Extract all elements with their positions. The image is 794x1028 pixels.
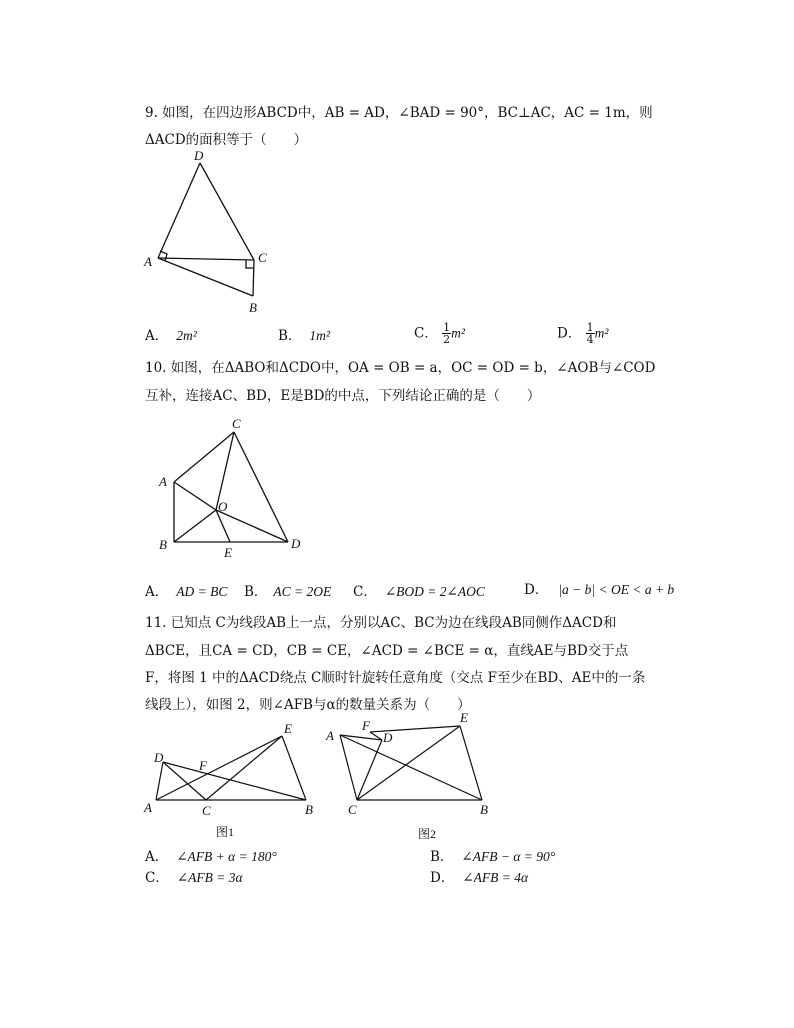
q9-option-b-letter: B． [278, 328, 302, 344]
q11-f2-segment-eb [460, 726, 482, 800]
q10-figure [150, 414, 310, 564]
q10-segment-ac [174, 432, 234, 482]
q9-option-c-num: 1 [443, 321, 451, 334]
q10-label-o: O [218, 499, 228, 514]
q10-segment-do [216, 510, 288, 542]
q9-option-a-letter: A． [145, 328, 169, 344]
q9-segment-ab [158, 258, 253, 296]
q11-f1-label-e: E [284, 721, 292, 736]
q11-f2-label-a: A [326, 728, 334, 743]
q10-stem-line1: 10. 如图，在ΔABO和ΔCDO中，OA = OB = a，OC = OD = b，∠AOB与∠COD [145, 360, 656, 376]
q11-f1-label-d: D [154, 750, 164, 765]
q9-label-b: B [249, 300, 257, 315]
q9-option-c-fraction [442, 322, 451, 345]
q11-f2-label-c: C [348, 802, 357, 817]
q10-label-d: D [291, 536, 301, 551]
q9-option-c-unit: m² [451, 325, 465, 341]
q10-label-a: A [159, 474, 167, 489]
q11-f1-label-a: A [144, 800, 152, 815]
q11-option-d-letter: D． [430, 870, 455, 886]
q11-option-a [145, 847, 277, 867]
q10-segment-bo [174, 510, 216, 542]
q11-stem-line3: F，将图 1 中的ΔACD绕点 C顺时针旋转任意角度（交点 F至少在BD、AE中的一条 [145, 670, 646, 686]
q11-figure-2 [320, 710, 500, 842]
q9-stem-line1: 9. 如图，在四边形ABCD中，AB = AD，∠BAD = 90°，BC⊥AC，AC = 1m，则 [145, 105, 653, 121]
q10-option-a-letter: A． [145, 584, 169, 600]
q9-option-c [414, 322, 465, 345]
q11-stem-line4: 线段上），如图 2，则∠AFB与α的数量关系为（ ） [145, 697, 471, 713]
q9-option-d [557, 322, 608, 345]
q11-f2-label-d: D [383, 730, 393, 745]
q10-option-d-letter: D． [524, 582, 549, 598]
q11-option-a-text: ∠AFB + α = 180° [176, 849, 277, 864]
q10-label-e: E [224, 545, 232, 560]
q9-option-c-den: 2 [443, 333, 451, 346]
q11-option-b-text: ∠AFB − α = 90° [461, 849, 556, 864]
q9-label-a: A [144, 254, 152, 269]
q11-option-d [430, 868, 528, 888]
q9-stem-line2: ΔACD的面积等于（ ） [145, 132, 308, 148]
q9-option-a-text: 2m² [176, 328, 197, 343]
q10-stem-line2: 互补，连接AC、BD，E是BD的中点，下列结论正确的是（ ） [145, 388, 541, 404]
q11-f1-segment-ad [156, 762, 163, 800]
q9-segment-da [158, 163, 200, 258]
q10-option-c-letter: C． [353, 584, 377, 600]
q9-option-d-den: 4 [586, 333, 594, 346]
q10-option-d [524, 580, 674, 600]
q11-f1-caption: 图1 [216, 825, 235, 839]
q10-option-b-letter: B． [244, 584, 268, 600]
q10-segment-cd [234, 432, 288, 542]
q9-option-c-letter: C． [414, 325, 438, 342]
q11-f1-segment-ae [156, 736, 282, 800]
q9-option-d-letter: D． [557, 325, 582, 342]
q11-stem-line1: 11. 已知点 C为线段AB上一点，分别以AC、BC为边在线段AB同侧作ΔACD和 [145, 615, 617, 631]
q9-segment-cb [253, 260, 254, 296]
q9-option-d-fraction [586, 322, 595, 345]
q10-label-b: B [159, 537, 167, 552]
q9-option-b-text: 1m² [309, 328, 330, 343]
q11-f1-label-c: C [202, 803, 211, 818]
q9-right-angle-c [246, 260, 253, 268]
q9-option-a [145, 326, 197, 346]
q11-f1-segment-eb [282, 736, 306, 800]
q11-f1-label-b: B [305, 802, 313, 817]
q9-segment-ac [158, 258, 254, 260]
q11-option-b [430, 847, 555, 867]
q11-stem-line2: ΔBCE，且CA = CD，CB = CE，∠ACD = ∠BCE = α，直线AE与BD交于点 [145, 643, 629, 659]
q10-segment-ao [174, 482, 216, 510]
q11-f2-label-f: F [362, 718, 370, 733]
q10-option-c [353, 582, 485, 602]
q10-option-a-text: AD = BC [176, 584, 228, 599]
q10-option-b [244, 582, 331, 602]
q11-f2-caption: 图2 [418, 827, 437, 841]
q9-figure [140, 148, 280, 318]
q10-label-c: C [232, 416, 241, 431]
q9-option-d-unit: m² [594, 325, 609, 341]
q10-option-c-text: ∠BOD = 2∠AOC [384, 584, 485, 599]
q11-f2-segment-ac [340, 735, 357, 800]
q9-option-d-num: 1 [586, 321, 594, 334]
q11-option-c [145, 868, 243, 888]
q9-segment-dc [200, 163, 254, 260]
q11-f2-label-b: B [480, 802, 488, 817]
q11-f2-label-e: E [460, 710, 468, 725]
q11-option-d-text: ∠AFB = 4α [462, 870, 529, 885]
q9-label-c: C [258, 250, 267, 265]
q11-option-b-letter: B． [430, 849, 454, 865]
q11-option-c-text: ∠AFB = 3α [176, 870, 243, 885]
q10-option-a [145, 582, 227, 602]
q11-option-a-letter: A． [145, 849, 169, 865]
q10-option-d-text: |a − b| < OE < a + b [558, 582, 675, 597]
q11-option-c-letter: C． [145, 870, 169, 886]
q11-figure-1 [140, 718, 325, 842]
q9-option-b [278, 326, 330, 346]
q10-option-b-text: AC = 2OE [273, 584, 332, 599]
q11-f1-label-f: F [199, 758, 207, 773]
q9-label-d: D [194, 148, 204, 163]
